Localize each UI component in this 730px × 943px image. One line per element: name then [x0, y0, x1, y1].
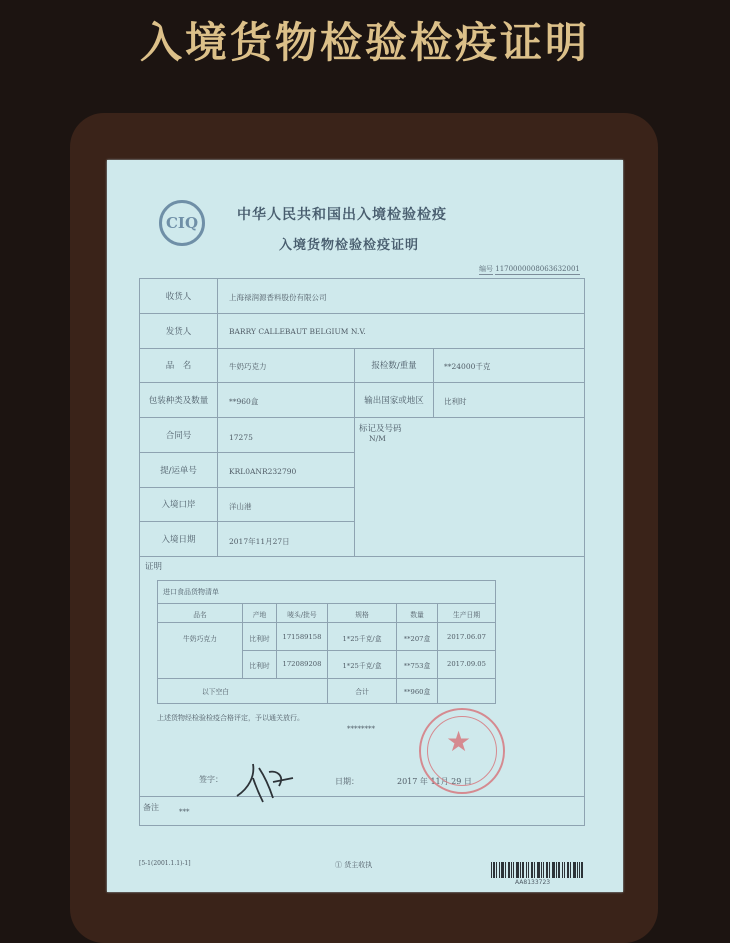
row-divider: [139, 796, 585, 797]
agency-name: 中华人民共和国出入境检验检疫: [237, 207, 447, 223]
goods-cell: 牛奶巧克力: [183, 635, 217, 643]
seal-star-icon: ★: [446, 725, 472, 758]
goods-total-label: 合计: [355, 688, 369, 696]
serial-label: 编号: [479, 265, 493, 273]
document-title: 入境货物检验检疫证明: [279, 238, 420, 253]
goods-col-header: 生产日期: [452, 611, 481, 619]
barcode-number: AA8133723: [515, 879, 551, 886]
marks-label: 标记及号码: [359, 424, 402, 434]
column-divider: [433, 348, 434, 417]
certificate-sheet: [107, 160, 623, 892]
row-divider: [139, 487, 354, 488]
product-label: 品 名: [165, 361, 192, 371]
copy-designation: ① 货主收执: [335, 861, 373, 869]
quantity-value: **24000千克: [444, 362, 491, 371]
signature-label: 签字：: [199, 775, 223, 784]
table-border-bottom: [139, 825, 585, 826]
handwritten-signature: [233, 758, 295, 804]
entry-date-label: 入境日期: [161, 535, 196, 545]
banner-title: 入境货物检验检疫证明: [139, 18, 590, 67]
goods-col-header: 品名: [193, 611, 207, 619]
official-seal: [419, 708, 505, 794]
goods-cell: 2017.09.05: [447, 660, 486, 668]
barcode-icon: [491, 862, 583, 878]
goods-footer-blank: 以下空白: [201, 688, 230, 696]
column-divider: [217, 278, 218, 556]
sign-date-value: 2017 年 11月 29 日: [397, 777, 472, 786]
goods-cell: **753盒: [403, 662, 431, 670]
contract-label: 合同号: [165, 431, 192, 441]
row-divider: [139, 417, 585, 418]
goods-col-header: 唛头/批号: [287, 611, 317, 619]
serial-number: [479, 264, 580, 274]
row-divider: [139, 382, 585, 383]
inspection-statement: 上述货物经检验检疫合格评定，予以通关放行。: [157, 714, 304, 722]
remarks-value: ***: [179, 808, 190, 816]
goods-row-divider: [242, 650, 496, 651]
statement-stars: ********: [347, 725, 375, 733]
serial-value: 1170000008063632001: [495, 265, 580, 273]
goods-cell: 172089208: [282, 660, 322, 668]
ciq-logo: CIQ: [159, 200, 205, 246]
goods-cell: 171589158: [282, 633, 322, 641]
row-divider: [139, 556, 585, 557]
origin-value: 比利时: [444, 397, 467, 406]
bill-of-lading-value: KRL0ANR232790: [229, 467, 297, 476]
consignee-label: 收货人: [165, 292, 192, 302]
goods-col-header: 数量: [410, 611, 424, 619]
origin-label: 输出国家或地区: [364, 396, 424, 406]
contract-value: 17275: [229, 433, 253, 442]
marks-value: N/M: [369, 434, 386, 443]
row-divider: [139, 521, 354, 522]
goods-cell: 1*25千克/盒: [342, 635, 382, 643]
consignee-value: 上海禄润源香料股份有限公司: [229, 293, 327, 302]
table-border-right: [584, 278, 585, 826]
goods-total-value: **960盒: [403, 688, 431, 696]
package-label: 包装种类及数量: [148, 396, 209, 406]
sign-date-label: 日期：: [335, 777, 359, 786]
consignor-label: 发货人: [165, 327, 192, 337]
package-value: **960盒: [229, 397, 259, 406]
entry-port-label: 入境口岸: [161, 500, 196, 510]
proof-label: 证明: [145, 562, 163, 572]
goods-col-header: 规格: [355, 611, 369, 619]
goods-box-top: [157, 580, 496, 581]
goods-col-header: 产地: [252, 611, 267, 619]
entry-port-value: 洋山港: [229, 502, 252, 511]
column-divider: [354, 348, 355, 556]
form-code: [5-1(2001.1.1)-1]: [139, 860, 191, 867]
goods-list-title: 进口食品货物清单: [163, 588, 219, 596]
goods-cell: 比利时: [249, 662, 270, 670]
row-divider: [139, 452, 354, 453]
row-divider: [139, 313, 585, 314]
row-divider: [139, 348, 585, 349]
consignor-value: BARRY CALLEBAUT BELGIUM N.V.: [229, 327, 366, 336]
product-value: 牛奶巧克力: [229, 362, 267, 371]
table-border-top: [139, 278, 585, 279]
remarks-label: 备注: [143, 803, 159, 812]
goods-cell: **207盒: [403, 635, 431, 643]
goods-cell: 比利时: [249, 635, 270, 643]
bill-of-lading-label: 提/运单号: [160, 466, 197, 476]
goods-cell: 2017.06.07: [447, 633, 486, 641]
entry-date-value: 2017年11月27日: [229, 537, 290, 546]
goods-cell: 1*25千克/盒: [342, 662, 382, 670]
goods-box-bottom: [157, 703, 496, 704]
quantity-label: 报检数/重量: [371, 361, 417, 371]
goods-box-right: [495, 580, 496, 704]
